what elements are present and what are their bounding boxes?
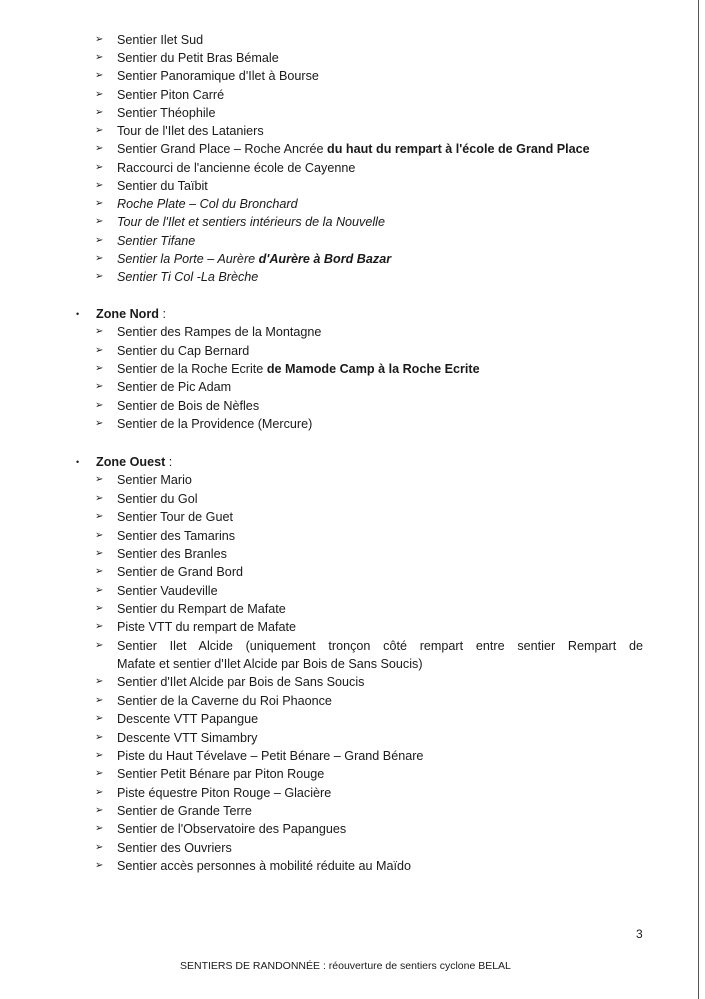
arrow-bullet-icon: ➢ — [95, 143, 104, 154]
arrow-bullet-icon: ➢ — [95, 253, 104, 264]
arrow-bullet-icon: ➢ — [95, 548, 104, 559]
arrow-bullet-icon: ➢ — [95, 713, 104, 724]
arrow-bullet-icon: ➢ — [95, 732, 104, 743]
arrow-bullet-icon: ➢ — [95, 381, 104, 392]
document-page: ➢ Sentier Ilet Sud ➢ Sentier du Petit Bras Bémale ➢ Sentier Panoramique d'Ilet à Bourse ➢ Sentier Piton Carré ➢ Sentier Théophile ➢ Tour de l'Ilet des Lataniers ➢ Sentier Grand Place – Roche Ancrée du haut du rempart à l'école de Grand Place ➢ Raccourci de l'ancienne école de Cayenne ➢ Sentier du Taïbit ➢ Roche Plate – Col du Bronchard ➢ Tour de l'Ilet et sentiers intérieurs de la Nouvelle ➢ Sentier Tifane ➢ Sentier la Porte – Aurère d'Aurère à Bord Bazar ➢ Sentier Ti Col -La Brèche • Zone Nord : ➢ Sentier des Rampes de la Montagne ➢ Sentier du Cap Bernard ➢ Sentier de la Roche Ecrite de Mamode Camp à la Roche Ecrite ➢ Sentier de Pic Adam ➢ Sentier de Bois de Nèfles ➢ Sentier de la Providence (Mercure) • Zone Ouest : ➢ Sentier Mario ➢ Sentier du Gol ➢ Sentier Tour de Guet ➢ Sentier des Tamarins ➢ Sentier des Branles ➢ Sentier de Grand Bord ➢ Sentier Vaudeville ➢ Sentier du Rempart de Mafate ➢ Piste VTT du rempart de Mafate ➢ Sentier Ilet Alcide (uniquement tronçon côté rempart entre sentier Rempart de Mafate et sentier d'Ilet Alcide par Bois de Sans Soucis) ➢ Sentier d'Ilet Alcide par Bois de Sans Soucis ➢ Sentier de la Caverne du Roi Phaonce ➢ Descente VTT Papangue ➢ Descente VTT Simambry ➢ Piste du Haut Tévelave – Petit Bénare – Grand Bénare ➢ Sentier Petit Bénare par Piton Rouge ➢ Piste équestre Piton Rouge – Glacière ➢ Sentier de Grande Terre ➢ Sentier de l'Observatoire des Papangues ➢ Sentier des Ouvriers ➢ Sentier accès personnes à mobilité réduite au Maïdo 3 SENTIERS DE RANDONNÉE : réouverture de sentiers cyclone BELAL — [0, 0, 705, 999]
arrow-bullet-icon: ➢ — [95, 585, 104, 596]
arrow-bullet-icon: ➢ — [95, 216, 104, 227]
arrow-bullet-icon: ➢ — [95, 823, 104, 834]
arrow-bullet-icon: ➢ — [95, 493, 104, 504]
arrow-bullet-icon: ➢ — [95, 363, 104, 374]
arrow-bullet-icon: ➢ — [95, 125, 104, 136]
list-item-continuation: Mafate et sentier d'Ilet Alcide par Bois de Sans Soucis) — [117, 657, 423, 671]
footer-label: SENTIERS DE RANDONNÉE — [180, 960, 321, 972]
arrow-bullet-icon: ➢ — [95, 70, 104, 81]
arrow-bullet-icon: ➢ — [95, 860, 104, 871]
arrow-bullet-icon: ➢ — [95, 326, 104, 337]
arrow-bullet-icon: ➢ — [95, 474, 104, 485]
arrow-bullet-icon: ➢ — [95, 805, 104, 816]
bullet-dot-icon: • — [76, 457, 80, 467]
arrow-bullet-icon: ➢ — [95, 162, 104, 173]
arrow-bullet-icon: ➢ — [95, 52, 104, 63]
arrow-bullet-icon: ➢ — [95, 621, 104, 632]
arrow-bullet-icon: ➢ — [95, 511, 104, 522]
arrow-bullet-icon: ➢ — [95, 345, 104, 356]
arrow-bullet-icon: ➢ — [95, 235, 104, 246]
arrow-bullet-icon: ➢ — [95, 180, 104, 191]
arrow-bullet-icon: ➢ — [95, 640, 104, 651]
arrow-bullet-icon: ➢ — [95, 34, 104, 45]
arrow-bullet-icon: ➢ — [95, 787, 104, 798]
arrow-bullet-icon: ➢ — [95, 603, 104, 614]
arrow-bullet-icon: ➢ — [95, 89, 104, 100]
arrow-bullet-icon: ➢ — [95, 566, 104, 577]
footer-text: réouverture de sentiers cyclone BELAL — [328, 960, 511, 972]
arrow-bullet-icon: ➢ — [95, 768, 104, 779]
arrow-bullet-icon: ➢ — [95, 418, 104, 429]
bold-detail: de Mamode Camp à la Roche Ecrite — [266, 362, 480, 376]
page-number: 3 — [636, 927, 643, 941]
bold-detail: du haut du rempart à l'école de Grand Place — [327, 142, 590, 156]
bullet-dot-icon: • — [76, 309, 80, 319]
arrow-bullet-icon: ➢ — [95, 676, 104, 687]
page-footer: SENTIERS DE RANDONNÉE : réouverture de sentiers cyclone BELAL — [180, 960, 511, 972]
arrow-bullet-icon: ➢ — [95, 842, 104, 853]
arrow-bullet-icon: ➢ — [95, 530, 104, 541]
arrow-bullet-icon: ➢ — [95, 695, 104, 706]
page-edge-line — [698, 0, 699, 999]
bold-detail: d'Aurère à Bord Bazar — [258, 252, 392, 266]
arrow-bullet-icon: ➢ — [95, 107, 104, 118]
arrow-bullet-icon: ➢ — [95, 271, 104, 282]
arrow-bullet-icon: ➢ — [95, 400, 104, 411]
arrow-bullet-icon: ➢ — [95, 198, 104, 209]
arrow-bullet-icon: ➢ — [95, 750, 104, 761]
